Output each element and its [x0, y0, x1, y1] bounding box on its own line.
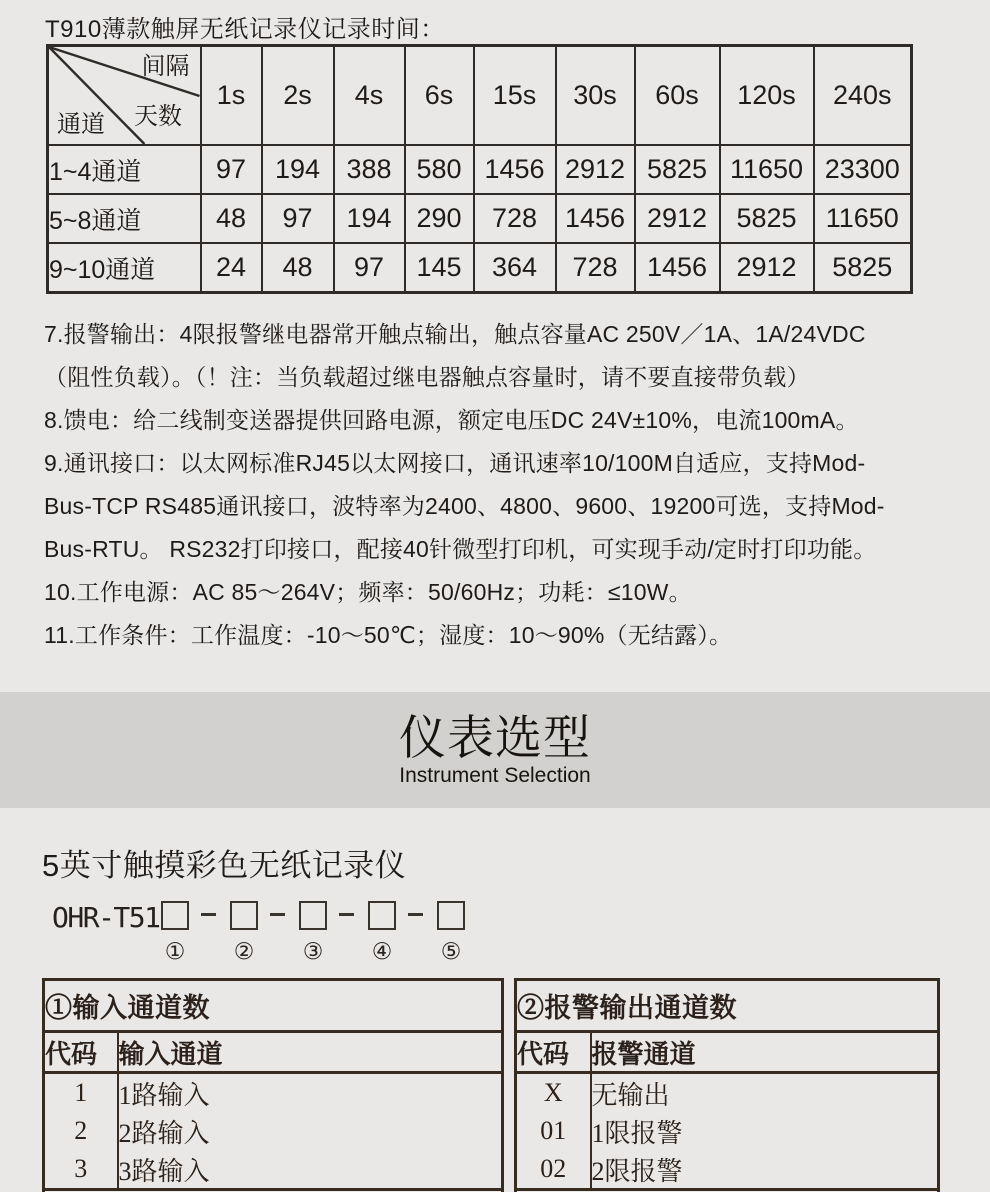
recording-days-cell: 145: [405, 243, 474, 293]
recording-days-cell: 2912: [556, 145, 635, 194]
recording-days-cell: 364: [474, 243, 556, 293]
spec-line: 7.报警输出：4限报警继电器常开触点输出，触点容量AC 250V／1A、1A/24VDC: [44, 321, 866, 347]
option-column-header: 代码: [44, 1032, 118, 1073]
recording-days-cell: 48: [201, 194, 262, 243]
model-code-box: [368, 901, 396, 930]
option-table-title: ②报警输出通道数: [516, 980, 939, 1032]
model-dash-icon: [339, 913, 354, 916]
option-desc-cell: 2限报警: [591, 1150, 939, 1190]
recording-days-cell: 1456: [474, 145, 556, 194]
recording-days-cell: 2912: [635, 194, 720, 243]
option-row: [44, 1073, 503, 1113]
interval-header: 15s: [474, 46, 556, 146]
option-code-cell: X: [543, 1078, 563, 1107]
channel-row-label: 5~8通道: [48, 194, 201, 243]
option-column-header: 输入通道: [118, 1032, 503, 1073]
interval-header: 2s: [262, 46, 334, 146]
option-table-header-row: [44, 1032, 503, 1073]
recording-days-cell: 97: [201, 145, 262, 194]
recording-days-cell: 24: [201, 243, 262, 293]
position-number: ③: [302, 938, 324, 964]
recording-days-cell: 11650: [720, 145, 814, 194]
position-number: ⑤: [440, 938, 462, 964]
interval-header: 4s: [334, 46, 405, 146]
recording-table-row: [48, 243, 912, 293]
model-code-box: [437, 901, 465, 930]
spec-line: Bus-TCP RS485通讯接口，波特率为2400、4800、9600、19200可选，支持Mod-: [44, 493, 885, 519]
option-desc-cell: 3路输入: [118, 1150, 503, 1190]
interval-header: 1s: [201, 46, 262, 146]
recording-days-cell: 728: [474, 194, 556, 243]
spec-line: （阻性负载）。（！注：当负载超过继电器触点容量时，请不要直接带负载）: [44, 364, 810, 390]
spec-line: 9.通讯接口：以太网标准RJ45以太网接口，通讯速率10/100M自适应，支持Mod-: [44, 450, 866, 476]
recording-days-cell: 194: [334, 194, 405, 243]
option-row: [516, 1150, 939, 1190]
spec-line: 8.馈电：给二线制变送器提供回路电源，额定电压DC 24V±10%，电流100mA。: [44, 407, 859, 433]
spec-line: 11.工作条件：工作温度：-10～50℃；湿度：10～90%（无结露）。: [44, 622, 733, 648]
recording-days-cell: 23300: [814, 145, 912, 194]
position-number: ④: [371, 938, 393, 964]
recording-time-table: [46, 44, 913, 294]
option-table-header-row: [516, 1032, 939, 1073]
model-code-box: [230, 901, 258, 930]
selection-banner-title: 仪表选型: [399, 710, 591, 764]
recording-days-cell: 11650: [814, 194, 912, 243]
option-code-cell: 2: [74, 1116, 88, 1145]
option-table-title: ①输入通道数: [44, 980, 503, 1032]
option-column-header: 报警通道: [591, 1032, 939, 1073]
model-code-box: [299, 901, 327, 930]
recording-days-cell: 48: [262, 243, 334, 293]
interval-header: 240s: [814, 46, 912, 146]
selection-banner: [0, 692, 990, 808]
model-prefix: OHR-T51: [52, 901, 160, 934]
recording-table-title: T910薄款触屏无纸记录仪记录时间：: [45, 16, 445, 43]
option-table: [42, 978, 504, 1192]
option-table-title-row: [44, 980, 503, 1032]
option-row: [44, 1112, 503, 1150]
channel-row-label: 1~4通道: [48, 145, 201, 194]
spec-list: [44, 313, 959, 657]
option-row: [44, 1150, 503, 1190]
model-dash-icon: [201, 913, 216, 916]
spec-line: Bus-RTU。 RS232打印接口，配接40针微型打印机，可实现手动/定时打印功能。: [44, 536, 877, 562]
corner-label-interval: 间隔: [141, 53, 190, 80]
recording-days-cell: 5825: [635, 145, 720, 194]
corner-header-cell: [48, 46, 201, 146]
option-table-title-row: [516, 980, 939, 1032]
recording-days-cell: 5825: [814, 243, 912, 293]
recording-days-cell: 580: [405, 145, 474, 194]
recording-days-cell: 5825: [720, 194, 814, 243]
product-heading: 5英寸触摸彩色无纸记录仪: [42, 848, 407, 883]
option-row: [516, 1112, 939, 1150]
recording-days-cell: 728: [556, 243, 635, 293]
channel-row-label: 9~10通道: [48, 243, 201, 293]
recording-days-cell: 388: [334, 145, 405, 194]
option-desc-cell: 无输出: [591, 1073, 939, 1113]
model-dash-icon: [408, 913, 423, 916]
option-code-cell: 3: [74, 1154, 88, 1183]
position-number: ②: [233, 938, 255, 964]
option-desc-cell: 2路输入: [118, 1112, 503, 1150]
option-desc-cell: 1路输入: [118, 1073, 503, 1113]
option-desc-cell: 1限报警: [591, 1112, 939, 1150]
recording-table-row: [48, 194, 912, 243]
recording-table-header-row: [48, 46, 912, 146]
recording-days-cell: 1456: [556, 194, 635, 243]
option-column-header: 代码: [516, 1032, 591, 1073]
recording-days-cell: 194: [262, 145, 334, 194]
selection-banner-subtitle: Instrument Selection: [399, 764, 591, 788]
option-code-cell: 01: [540, 1116, 567, 1145]
recording-days-cell: 290: [405, 194, 474, 243]
corner-label-channel: 通道: [57, 111, 105, 138]
interval-header: 120s: [720, 46, 814, 146]
interval-header: 6s: [405, 46, 474, 146]
recording-table-row: [48, 145, 912, 194]
recording-days-cell: 97: [262, 194, 334, 243]
option-code-cell: 1: [74, 1078, 88, 1107]
option-row: [516, 1073, 939, 1113]
interval-header: 30s: [556, 46, 635, 146]
recording-days-cell: 97: [334, 243, 405, 293]
recording-days-cell: 2912: [720, 243, 814, 293]
model-dash-icon: [270, 913, 285, 916]
option-code-cell: 02: [540, 1154, 567, 1183]
model-code-box: [161, 901, 189, 930]
spec-line: 10.工作电源：AC 85～264V；频率：50/60Hz；功耗：≤10W。: [44, 579, 692, 605]
option-table: [514, 978, 940, 1192]
position-number: ①: [164, 938, 186, 964]
corner-label-days: 天数: [134, 103, 182, 130]
recording-days-cell: 1456: [635, 243, 720, 293]
interval-header: 60s: [635, 46, 720, 146]
